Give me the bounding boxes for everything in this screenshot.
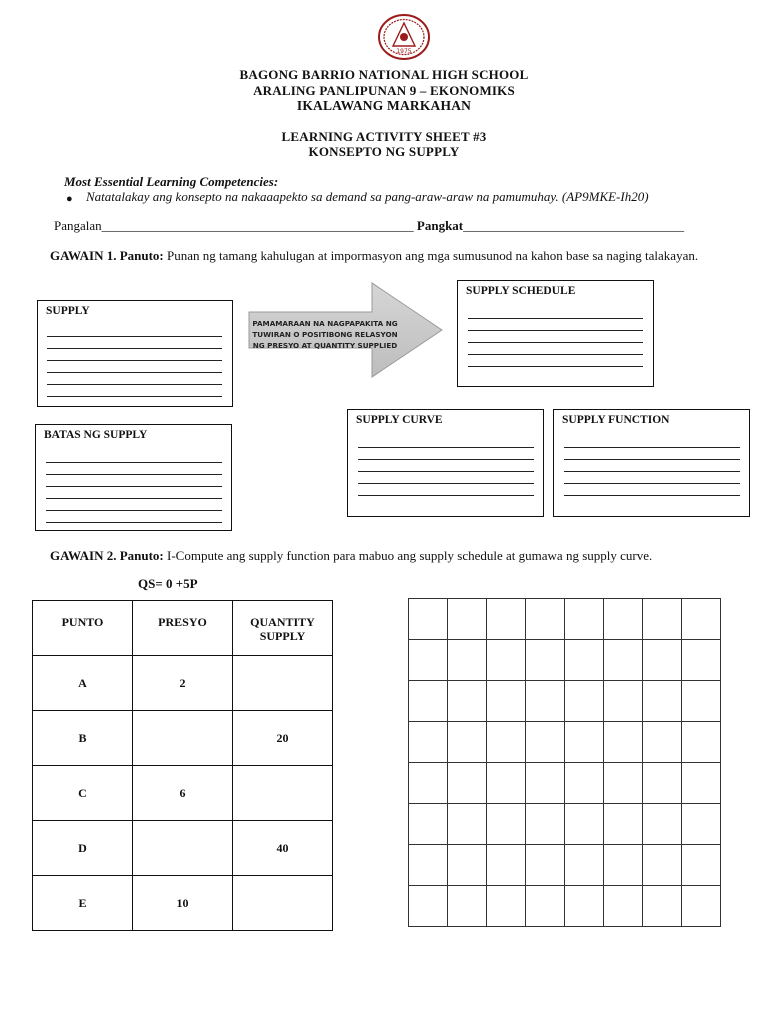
- gawain1-text: Punan ng tamang kahulugan at impormasyon ang mga sumusunod na kahon base sa naging talakayan.: [167, 248, 699, 263]
- table-row: [33, 876, 333, 931]
- competency-item: Natatalakay ang konsepto na nakaaapekto sa demand sa pang-araw-araw na pamumuhay. (AP9MKE-Ih20): [86, 189, 649, 204]
- presyo-cell[interactable]: 10: [133, 876, 233, 931]
- supply-curve-title: SUPPLY CURVE: [356, 414, 443, 426]
- supply-schedule-table: [32, 600, 333, 931]
- presyo-cell[interactable]: 6: [133, 766, 233, 821]
- gawain2-text: I-Compute ang supply function para mabuo ang supply schedule at gumawa ng supply curve.: [167, 548, 653, 563]
- name-field[interactable]: ________________________________________________: [101, 218, 414, 233]
- supply-function-title: SUPPLY FUNCTION: [562, 414, 670, 426]
- quantity-cell[interactable]: 20: [233, 711, 333, 766]
- supply-schedule-box[interactable]: [457, 280, 654, 387]
- presyo-cell[interactable]: 2: [133, 656, 233, 711]
- quarter-name: IKALAWANG MARKAHAN: [296, 98, 472, 113]
- school-seal: [378, 14, 430, 60]
- supply-box-title: SUPPLY: [46, 305, 90, 317]
- presyo-cell[interactable]: [133, 821, 233, 876]
- name-label: Pangalan: [54, 218, 102, 233]
- punto-cell: A: [33, 656, 133, 711]
- arrow-text: PAMAMARAAN NA NAGPAPAKITA NG TUWIRAN O POSITIBONG RELASYON NG PRESYO AT QUANTITY SUPPLIED: [252, 319, 398, 350]
- quantity-cell[interactable]: [233, 656, 333, 711]
- table-row: [33, 821, 333, 876]
- supply-function-box[interactable]: [553, 409, 750, 517]
- gawain2-instruction: [50, 548, 652, 564]
- section-field[interactable]: __________________________________: [463, 218, 685, 233]
- gawain1-instruction: [50, 248, 710, 263]
- table-row: [33, 766, 333, 821]
- batas-ng-supply-title: BATAS NG SUPPLY: [44, 429, 148, 441]
- punto-cell: D: [33, 821, 133, 876]
- punto-cell: E: [33, 876, 133, 931]
- bullet-icon: ●: [66, 193, 73, 205]
- table-header-row: [33, 601, 333, 656]
- table-row: [33, 711, 333, 766]
- seal-year: 1975: [396, 48, 412, 55]
- section-label: Pangkat: [416, 218, 464, 233]
- punto-cell: B: [33, 711, 133, 766]
- quantity-cell[interactable]: 40: [233, 821, 333, 876]
- gawain1-label: GAWAIN 1. Panuto:: [50, 248, 164, 263]
- header-punto: PUNTO: [33, 601, 133, 656]
- supply-formula: QS= 0 +5P: [138, 576, 198, 591]
- gawain2-label: GAWAIN 2. Panuto:: [50, 548, 164, 563]
- sheet-topic: KONSEPTO NG SUPPLY: [308, 144, 460, 159]
- subject-name: ARALING PANLIPUNAN 9 – EKONOMIKS: [253, 83, 515, 98]
- school-name: BAGONG BARRIO NATIONAL HIGH SCHOOL: [239, 67, 529, 82]
- student-info-line: [54, 218, 684, 234]
- competencies-heading: Most Essential Learning Competencies:: [64, 174, 279, 189]
- batas-ng-supply-box[interactable]: [35, 424, 232, 531]
- table-row: [33, 656, 333, 711]
- quantity-cell[interactable]: [233, 876, 333, 931]
- supply-schedule-title: SUPPLY SCHEDULE: [466, 285, 576, 297]
- presyo-cell[interactable]: [133, 711, 233, 766]
- header-quantity-supply: QUANTITY SUPPLY: [233, 601, 333, 656]
- definition-arrow: [248, 282, 444, 378]
- header-presyo: PRESYO: [133, 601, 233, 656]
- quantity-cell[interactable]: [233, 766, 333, 821]
- graph-grid[interactable]: [408, 598, 721, 927]
- punto-cell: C: [33, 766, 133, 821]
- supply-curve-box[interactable]: [347, 409, 544, 517]
- supply-box[interactable]: [37, 300, 233, 407]
- sheet-title: LEARNING ACTIVITY SHEET #3: [281, 129, 487, 144]
